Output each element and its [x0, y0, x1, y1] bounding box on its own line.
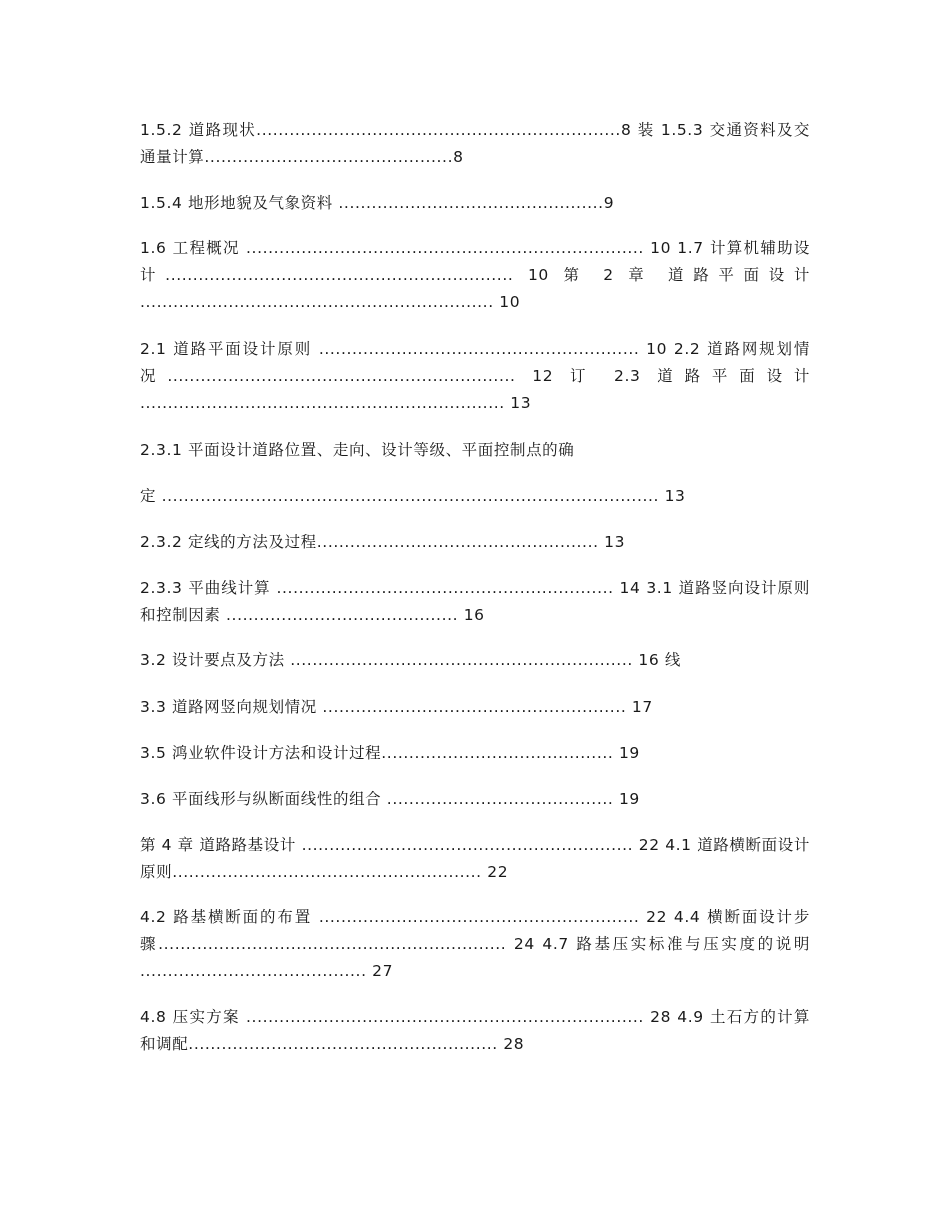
toc-entry: 4.8 压实方案 ........................................................................ 28 4.9 土石方的计算和调配........................................................ 28	[140, 1008, 810, 1053]
toc-entry: 3.2 设计要点及方法 .............................................................. 16 线	[140, 651, 681, 669]
toc-entry: 1.6 工程概况 ........................................................................ 10 1.7 计算机辅助设计............................................................... 10 第 2 章 道路平面设计 ................................................................ 10	[140, 239, 810, 311]
toc-entry: 2.3.1 平面设计道路位置、走向、设计等级、平面控制点的确	[140, 441, 575, 459]
toc-entry: 定 .......................................................................................... 13	[140, 487, 686, 505]
toc-entry: 第 4 章 道路路基设计 ............................................................ 22 4.1 道路横断面设计原则........................................................ 22	[140, 836, 810, 881]
toc-entry: 3.5 鸿业软件设计方法和设计过程.......................................... 19	[140, 744, 640, 762]
toc-entry: 2.1 道路平面设计原则 .......................................................... 10 2.2 道路网规划情况............................................................... 12 订 2.3 道路平面设计 .................................................................. 13	[140, 340, 810, 412]
toc-entry: 2.3.3 平曲线计算 ............................................................. 14 3.1 道路竖向设计原则和控制因素 .......................................... 16	[140, 579, 810, 624]
toc-entry: 4.2 路基横断面的布置 .......................................................... 22 4.4 横断面设计步骤............................................................... 24 4.7 路基压实标准与压实度的说明 ......................................... 27	[140, 908, 810, 980]
toc-entry: 3.3 道路网竖向规划情况 ....................................................... 17	[140, 698, 653, 716]
toc-entry: 3.6 平面线形与纵断面线性的组合 ......................................... 19	[140, 790, 640, 808]
toc-entry: 1.5.2 道路现状..................................................................8 装 1.5.3 交通资料及交通量计算.............................................8	[140, 121, 810, 166]
toc-entry: 2.3.2 定线的方法及过程................................................... 13	[140, 533, 626, 551]
toc-entry: 1.5.4 地形地貌及气象资料 ................................................9	[140, 194, 615, 212]
